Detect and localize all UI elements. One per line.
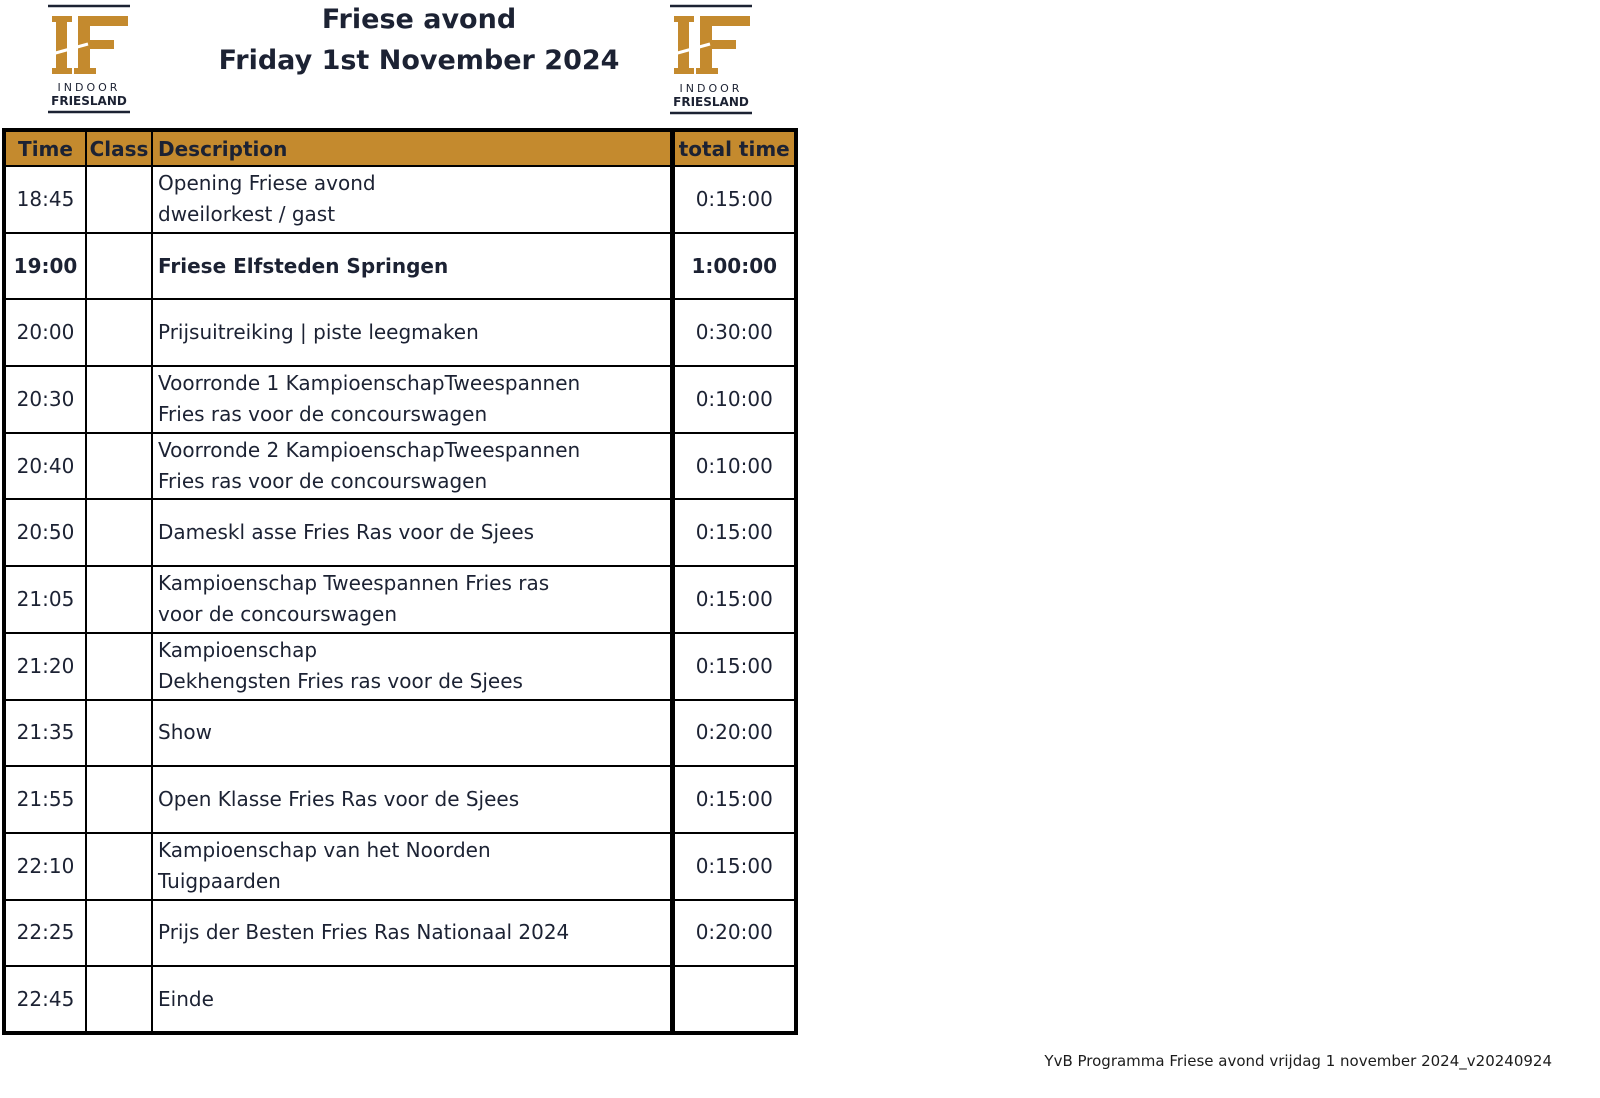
description-line-1: Prijsuitreiking | piste leegmaken (158, 320, 479, 345)
svg-text:INDOOR: INDOOR (57, 81, 121, 94)
description-line-2: Tuigpaarden (158, 869, 281, 894)
cell-total-time: 0:30:00 (672, 299, 796, 366)
cell-time: 20:50 (4, 499, 86, 566)
cell-time: 21:55 (4, 766, 86, 833)
description-line-1: Dameskl asse Fries Ras voor de Sjees (158, 520, 535, 545)
description-line-2: Fries ras voor de concourswagen (158, 469, 488, 494)
cell-class (86, 966, 152, 1033)
description-line-1: Show (158, 720, 212, 745)
page-title: Friese avond (321, 4, 517, 35)
cell-class (86, 700, 152, 767)
cell-description (152, 966, 672, 1033)
logo-indoor-friesland-left (48, 4, 132, 116)
description-line-1: Opening Friese avond (158, 171, 376, 196)
table-row (4, 233, 796, 300)
description-line-2: Dekhengsten Fries ras voor de Sjees (158, 669, 523, 694)
cell-time: 18:45 (4, 166, 86, 233)
cell-class (86, 766, 152, 833)
table-row (4, 499, 796, 566)
table-row (4, 566, 796, 633)
page-subtitle-date: Friday 1st November 2024 (218, 45, 620, 76)
cell-total-time: 0:15:00 (672, 833, 796, 900)
cell-class (86, 299, 152, 366)
logo-indoor-friesland-right (670, 4, 754, 116)
description-line-1: Open Klasse Fries Ras voor de Sjees (158, 787, 520, 812)
cell-time: 22:10 (4, 833, 86, 900)
description-line-1: Einde (158, 986, 214, 1011)
cell-description (152, 566, 672, 633)
if-logo-icon (670, 4, 754, 116)
cell-class (86, 166, 152, 233)
table-row (4, 833, 796, 900)
cell-total-time: 0:15:00 (672, 499, 796, 566)
schedule-table (2, 128, 798, 1035)
cell-class (86, 233, 152, 300)
cell-description (152, 499, 672, 566)
cell-class (86, 433, 152, 500)
cell-time: 22:45 (4, 966, 86, 1033)
cell-total-time: 0:20:00 (672, 900, 796, 967)
cell-total-time: 0:15:00 (672, 166, 796, 233)
cell-description (152, 633, 672, 700)
description-line-1: Voorronde 2 KampioenschapTweespannen (158, 438, 581, 463)
description-line-1: Kampioenschap (158, 638, 318, 663)
cell-description (152, 166, 672, 233)
cell-total-time: 1:00:00 (672, 233, 796, 300)
cell-time: 21:05 (4, 566, 86, 633)
cell-time: 20:40 (4, 433, 86, 500)
table-row (4, 966, 796, 1033)
cell-description (152, 766, 672, 833)
footer-document-reference: YvB Programma Friese avond vrijdag 1 november 2024_v20240924 (1044, 1052, 1552, 1070)
cell-class (86, 499, 152, 566)
description-line-1: Kampioenschap Tweespannen Fries ras (158, 571, 550, 596)
description-line-1: Friese Elfsteden Springen (158, 253, 449, 278)
svg-text:INDOOR: INDOOR (679, 82, 743, 95)
cell-time: 22:25 (4, 900, 86, 967)
table-row (4, 299, 796, 366)
table-row (4, 166, 796, 233)
cell-time: 20:30 (4, 366, 86, 433)
cell-total-time: 0:15:00 (672, 633, 796, 700)
description-line-2: dweilorkest / gast (158, 202, 336, 227)
table-body (4, 166, 796, 1033)
cell-total-time: 0:10:00 (672, 366, 796, 433)
cell-class (86, 833, 152, 900)
cell-class (86, 900, 152, 967)
cell-time: 19:00 (4, 233, 86, 300)
cell-total-time: 0:15:00 (672, 566, 796, 633)
description-line-1: Kampioenschap van het Noorden (158, 838, 491, 863)
table-row (4, 633, 796, 700)
table-row (4, 900, 796, 967)
table-row (4, 433, 796, 500)
cell-total-time: 0:15:00 (672, 766, 796, 833)
cell-description (152, 900, 672, 967)
cell-class (86, 366, 152, 433)
description-line-1: Voorronde 1 KampioenschapTweespannen (158, 371, 581, 396)
description-line-2: voor de concourswagen (158, 602, 397, 627)
svg-text:FRIESLAND: FRIESLAND (51, 94, 127, 108)
cell-description (152, 366, 672, 433)
cell-total-time: 0:20:00 (672, 700, 796, 767)
table-row (4, 700, 796, 767)
cell-total-time (672, 966, 796, 1033)
if-logo-icon (48, 4, 132, 116)
cell-description (152, 700, 672, 767)
cell-class (86, 633, 152, 700)
description-line-2: Fries ras voor de concourswagen (158, 402, 488, 427)
cell-description (152, 433, 672, 500)
cell-total-time: 0:10:00 (672, 433, 796, 500)
table-header (4, 130, 796, 166)
svg-text:FRIESLAND: FRIESLAND (673, 95, 749, 109)
cell-description (152, 299, 672, 366)
table-row (4, 766, 796, 833)
description-line-1: Prijs der Besten Fries Ras Nationaal 2024 (158, 920, 570, 945)
cell-time: 20:00 (4, 299, 86, 366)
cell-description (152, 833, 672, 900)
cell-class (86, 566, 152, 633)
cell-time: 21:35 (4, 700, 86, 767)
column-header-class: Class (86, 130, 152, 166)
column-header-total-time: total time (672, 130, 796, 166)
cell-time: 21:20 (4, 633, 86, 700)
column-header-description: Description (152, 130, 672, 166)
table-row (4, 366, 796, 433)
cell-description (152, 233, 672, 300)
column-header-time: Time (4, 130, 86, 166)
